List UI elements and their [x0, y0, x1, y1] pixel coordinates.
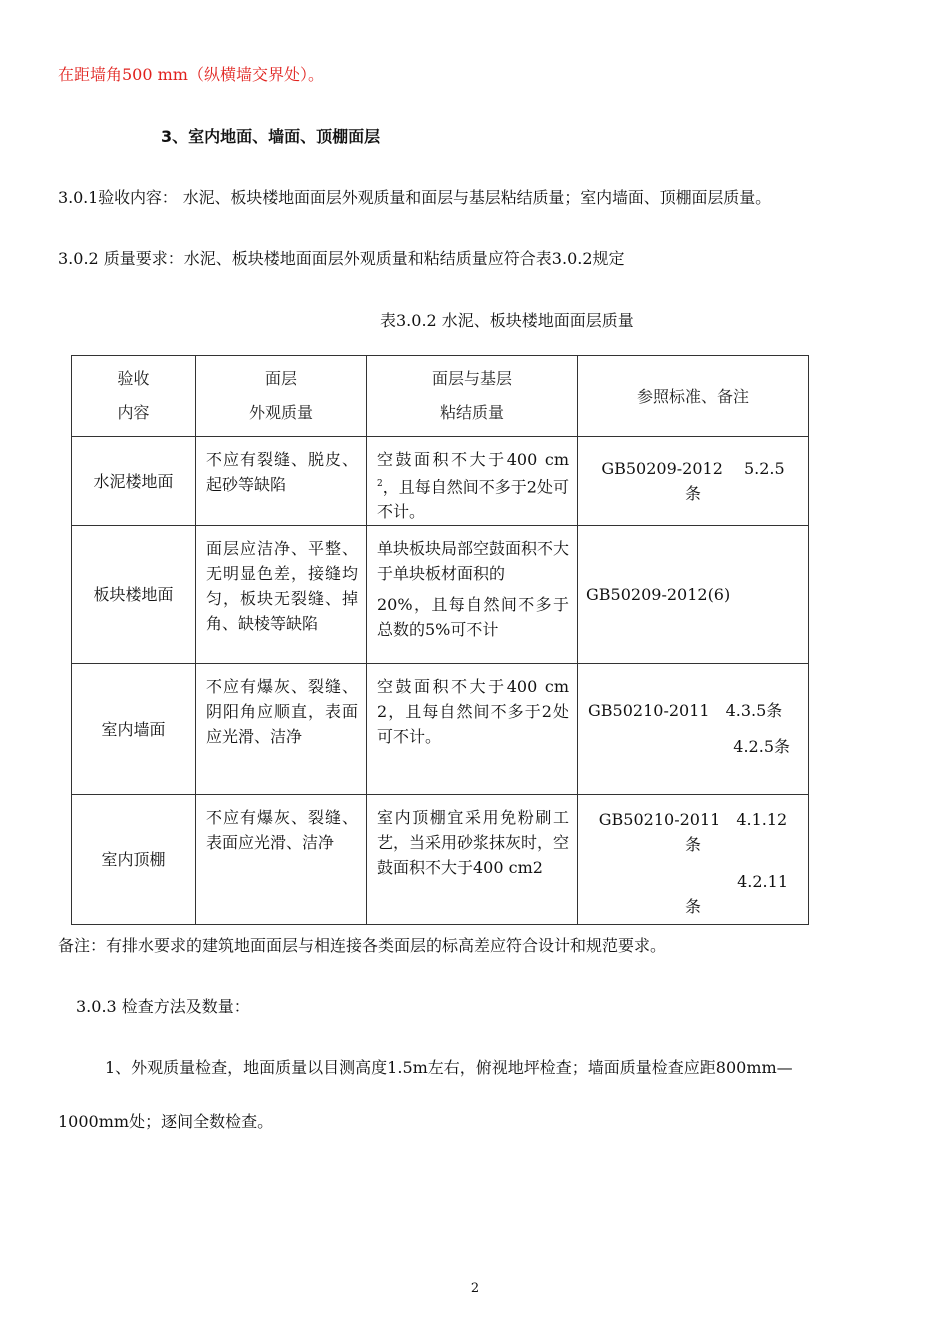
section-heading: 3、室内地面、墙面、顶棚面层: [161, 127, 381, 146]
top-note: 在距墙角500 mm（纵横墙交界处）。: [58, 65, 324, 84]
header-appearance: 面层 外观质量: [196, 356, 367, 437]
paragraph-3-0-2: 3.0.2 质量要求：水泥、板块楼地面面层外观质量和粘结质量应符合表3.0.2规定: [58, 249, 625, 268]
table-header-row: [72, 356, 809, 437]
row-bond: 空鼓面积不大于400 $cm^2$，且每自然间不多于2处可不计。: [367, 437, 578, 526]
page-number: 2: [470, 1281, 480, 1296]
header-item: 验收 内容: [72, 356, 196, 437]
table-row: [72, 526, 809, 664]
row-standard: GB50210-2011 4.1.12 条 4.2.11 条: [578, 795, 809, 925]
table-remark: 备注：有排水要求的建筑地面面层与相连接各类面层的标高差应符合设计和规范要求。: [58, 936, 667, 955]
row-appearance: 不应有爆灰、裂缝、表面应光滑、洁净: [196, 795, 367, 925]
row-bond: 单块板块局部空鼓面积不大于单块板材面积的 20%，且每自然间不多于总数的5%可不计: [367, 526, 578, 664]
table-row: [72, 795, 809, 925]
row-appearance: 面层应洁净、平整、无明显色差，接缝均匀，板块无裂缝、掉角、缺棱等缺陷: [196, 526, 367, 664]
row-item: 板块楼地面: [72, 526, 196, 664]
row-standard: GB50209-2012 5.2.5 条: [578, 437, 809, 526]
header-bond: 面层与基层 粘结质量: [367, 356, 578, 437]
row-standard: GB50210-2011 4.3.5条 4.2.5条: [578, 664, 809, 795]
row-bond: 室内顶棚宜采用免粉刷工艺，当采用砂浆抹灰时，空鼓面积不大于400 cm2: [367, 795, 578, 925]
paragraph-3-0-3-item-1: 1、外观质量检查，地面质量以目测高度1.5m左右，俯视地坪检查；墙面质量检查应距800mm—: [105, 1058, 793, 1077]
row-appearance: 不应有爆灰、裂缝、阴阳角应顺直，表面应光滑、洁净: [196, 664, 367, 795]
table-row: [72, 437, 809, 526]
row-item: 室内墙面: [72, 664, 196, 795]
paragraph-3-0-3-item-1-cont: 1000mm处；逐间全数检查。: [58, 1112, 274, 1131]
table-row: [72, 664, 809, 795]
row-standard: GB50209-2012(6): [578, 526, 809, 664]
row-item: 室内顶棚: [72, 795, 196, 925]
row-bond: 空鼓面积不大于400 cm2，且每自然间不多于2处可不计。: [367, 664, 578, 795]
row-appearance: 不应有裂缝、脱皮、起砂等缺陷: [196, 437, 367, 526]
row-item: 水泥楼地面: [72, 437, 196, 526]
header-standard: 参照标准、备注: [578, 356, 809, 437]
quality-table: [71, 355, 809, 925]
paragraph-3-0-1: 3.0.1验收内容： 水泥、板块楼地面面层外观质量和面层与基层粘结质量；室内墙面、顶棚面层质量。: [58, 188, 771, 207]
table-title: 表3.0.2 水泥、板块楼地面面层质量: [380, 311, 634, 330]
paragraph-3-0-3: 3.0.3 检查方法及数量：: [76, 997, 250, 1016]
